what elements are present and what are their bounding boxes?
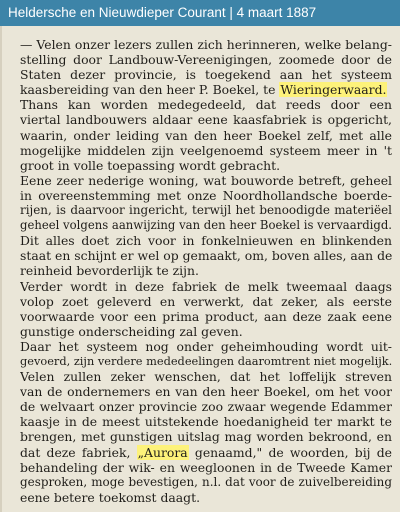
article-text (20, 37, 392, 505)
newspaper-title-bar (0, 0, 400, 26)
article-line: gevoerd, zijn verdere mededeelingen daaromtrent niet mogelijk. (20, 353, 392, 368)
article-line: reinheid bevorderlijk te zijn. (20, 263, 199, 279)
article-line: de welvaart onzer provincie zoo zwaar wegende Edammer (20, 399, 392, 415)
article-line: gesproken, moge bevestigen, n.l. dat voor de zuivelbereiding (20, 474, 392, 489)
article-line: volop zoet geleverd en verwerkt, dat zeker, als eerste (20, 293, 392, 309)
article-line: behandeling der wik- en weegloonen in de Tweede Kamer (20, 459, 392, 475)
article-line: staat en schijnt er wel op gemaakt, om, boven alles, aan de (20, 248, 392, 264)
article-line: Staten dezer provincie, is toegekend aan het systeem (20, 67, 392, 83)
line-text: genaamd," de woorden, bij de (188, 444, 392, 460)
article-line: rijen, is daarvoor ingericht, terwijl het benoodigde materiëel (20, 203, 392, 218)
clipping-edge (0, 26, 2, 512)
article-line: gunstige onderscheiding zal geven. (20, 323, 243, 339)
article-line: brengen, met gunstigen uitslag mag worden bekroond, en (20, 429, 392, 445)
article-line: eene betere toekomst daagt. (20, 489, 201, 505)
article-line: — Velen onzer lezers zullen zich herinneren, welke belang- (20, 37, 392, 52)
article-line: van de ondernemers en van den heer Boekel, om het voor (20, 384, 392, 400)
article-line: geheel volgens aanwijzing van den heer Boekel is vervaardigd. (20, 218, 392, 233)
article-line: Thans kan worden medegedeeld, dat reeds door een (20, 97, 392, 113)
article-line: Daar het systeem nog onder geheimhouding wordt uit- (20, 338, 392, 354)
article-line: waarin, onder leiding van den heer Boekel zelf, met alle (20, 127, 392, 143)
article-line: voorwaarde voor een prima product, aan deze zaak eene (20, 308, 392, 324)
highlighted-term-wieringerwaard: Wieringerwaard. (280, 82, 387, 98)
line-text: kaasbereiding van den heer P. Boekel, te (20, 82, 280, 98)
line-text: dat deze fabriek, (20, 444, 137, 460)
article-line: mogelijke middelen zijn veelgenoemd systeem meer in 't (20, 142, 392, 158)
article-line: Dit alles doet zich voor in fonkelnieuwen en blinkenden (20, 233, 392, 249)
newspaper-title: Heldersche en Nieuwdieper Courant | 4 maart 1887 (8, 5, 317, 20)
article-line: kaasje in de meest uitstekende hoedanigheid ter markt te (20, 414, 392, 430)
article-line (20, 445, 392, 460)
article-line (20, 82, 392, 97)
article-line: Eene zeer nederige woning, wat bouworde betreft, geheel (20, 172, 392, 188)
article-line: viertal landbouwers aldaar eene kaasfabriek is opgericht, (20, 112, 392, 128)
article-line: stelling door Landbouw-Vereenigingen, zoomede door de (20, 52, 392, 68)
article-line: in overeenstemming met onze Noordhollandsche boerde- (20, 187, 392, 203)
article-line: Velen zullen zeker wenschen, dat het loffelijk streven (20, 369, 392, 385)
article-line: groot in volle toepassing wordt gebracht. (20, 157, 281, 173)
highlighted-term-aurora: „Aurora (137, 444, 188, 460)
newspaper-clipping (0, 26, 400, 512)
article-line: Verder wordt in deze fabriek de melk tweemaal daags (20, 278, 392, 294)
